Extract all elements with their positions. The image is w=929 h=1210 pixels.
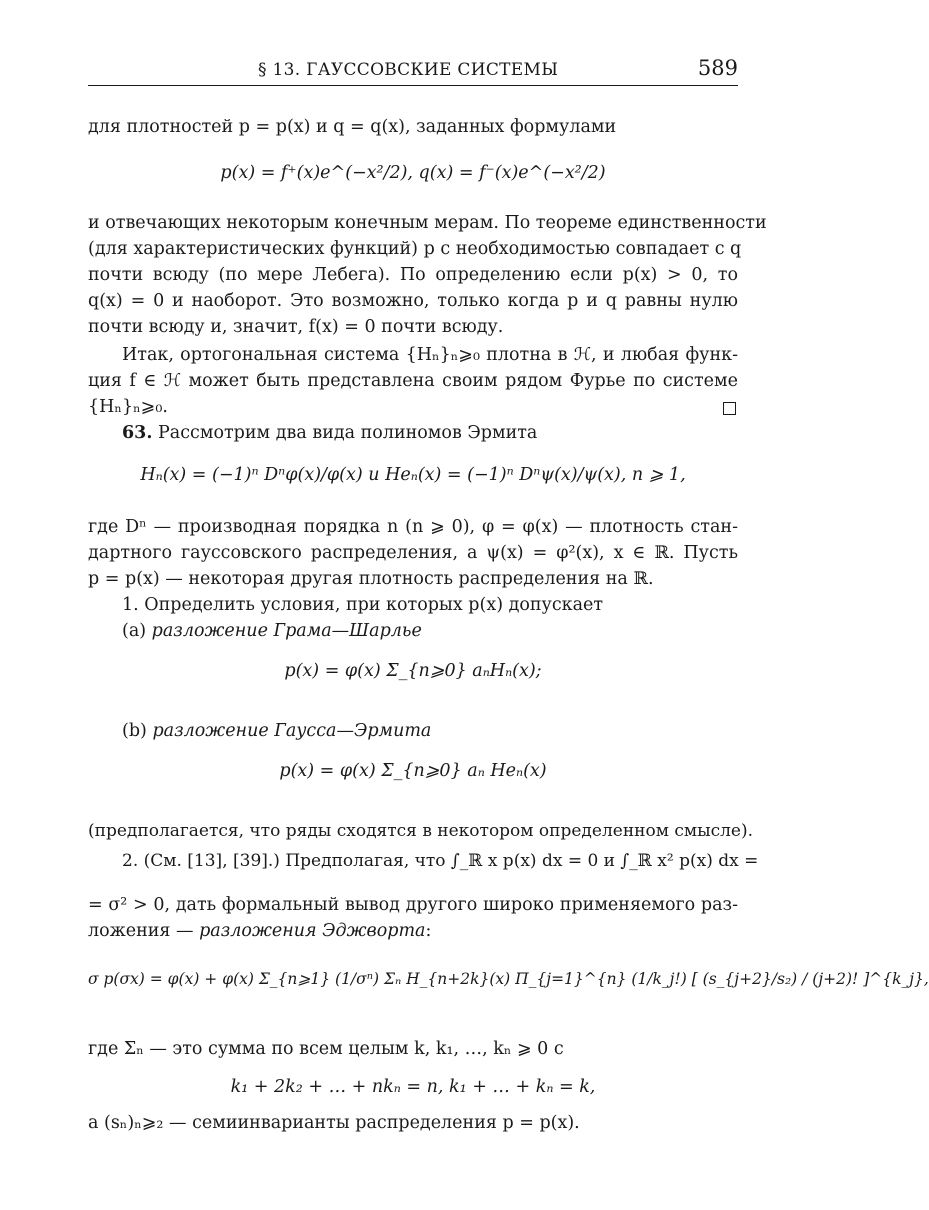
formula-text: p(x) = φ(x) Σ_{n⩾0} aₙHₙ(x);: [284, 661, 542, 681]
formula-text: k₁ + 2k₂ + … + nkₙ = n, k₁ + … + kₙ = k,: [230, 1077, 596, 1097]
text-line: (для характеристических функций) p с необходимостью совпадает с q: [88, 239, 742, 259]
text-fragment: Рассмотрим два вида полиномов Эрмита: [158, 423, 538, 443]
formula-densities: [88, 160, 738, 200]
formula-text: p(x) = f⁺(x)e^(−x²/2), q(x) = f⁻(x)e^(−x²/2): [220, 163, 606, 183]
text-line-with-qed: [88, 394, 738, 420]
text-fragment: {Hₙ}ₙ⩾₀.: [88, 397, 168, 417]
section-title: § 13. ГАУССОВСКИЕ СИСТЕМЫ: [258, 60, 559, 80]
item-b: [88, 718, 738, 744]
text-line: Итак, ортогональная система {Hₙ}ₙ⩾₀ плотна в ℋ, и любая функ-: [122, 345, 738, 365]
book-page: [88, 0, 929, 1210]
text-line: где Dⁿ — производная порядка n (n ⩾ 0), φ = φ(x) — плотность стан-: [88, 517, 738, 537]
formula-text: σ p(σx) = φ(x) + φ(x) Σ_{n⩾1} (1/σⁿ) Σₙ H_{n+2k}(x) Π_{j=1}^{n} (1/k_j!) [ (s_{j+2}/s₂) / (j+2)! ]^{k_j},: [88, 970, 929, 988]
formula-hermite: [88, 462, 738, 502]
text-line: p = p(x) — некоторая другая плотность распределения на ℝ.: [88, 569, 654, 589]
item-title: разложение Гаусса—Эрмита: [152, 721, 432, 741]
text-line: 2. (См. [13], [39].) Предполагая, что ∫_ℝ x p(x) dx = 0 и ∫_ℝ x² p(x) dx =: [122, 851, 759, 871]
text-line: = σ² > 0, дать формальный вывод другого широко применяемого раз-: [88, 895, 738, 915]
text-line: 1. Определить условия, при которых p(x) допускает: [122, 595, 604, 615]
header-rule: [88, 85, 738, 86]
text-line: и отвечающих некоторым конечным мерам. По теореме единственности: [88, 213, 767, 233]
text-line: где Σₙ — это сумма по всем целым k, k₁, …, kₙ ⩾ 0 с: [88, 1039, 564, 1059]
formula-constraints: [88, 1074, 738, 1100]
text-line: почти всюду и, значит, f(x) = 0 почти всюду.: [88, 317, 504, 337]
text-line: для плотностей p = p(x) и q = q(x), заданных формулами: [88, 117, 617, 137]
formula-edgeworth: [88, 966, 929, 1026]
term-edgeworth: разложения Эджворта: [199, 921, 426, 941]
page-number: 589: [697, 56, 738, 80]
text-line: (предполагается, что ряды сходятся в некотором определенном смысле).: [88, 821, 754, 841]
problem-heading: [88, 420, 738, 446]
text-line: дартного гауссовского распределения, а ψ(x) = φ²(x), x ∈ ℝ. Пусть: [88, 543, 738, 563]
item-label: (b): [122, 721, 147, 741]
text-fragment: :: [425, 921, 432, 941]
text-fragment: ложения —: [88, 921, 200, 941]
text-line: а (sₙ)ₙ⩾₂ — семиинварианты распределения p = p(x).: [88, 1113, 580, 1133]
formula-gram-charlier: [88, 658, 738, 698]
formula-gauss-hermite: [88, 758, 738, 798]
formula-text: p(x) = φ(x) Σ_{n⩾0} aₙ Heₙ(x): [279, 761, 547, 781]
qed-square-icon: [723, 402, 736, 415]
item-a: [88, 618, 738, 644]
running-header: [88, 56, 738, 88]
item-label: (a): [122, 621, 147, 641]
formula-text: Hₙ(x) = (−1)ⁿ Dⁿφ(x)/φ(x) и Heₙ(x) = (−1)ⁿ Dⁿψ(x)/ψ(x), n ⩾ 1,: [140, 465, 686, 485]
problem-number: 63.: [122, 423, 153, 443]
text-line: почти всюду (по мере Лебега). По определению если p(x) > 0, то: [88, 265, 738, 285]
item-title: разложение Грама—Шарлье: [151, 621, 422, 641]
text-line: q(x) = 0 и наоборот. Это возможно, только когда p и q равны нулю: [88, 291, 738, 311]
text-line: ция f ∈ ℋ может быть представлена своим рядом Фурье по системе: [88, 371, 738, 391]
text-line: [88, 918, 738, 944]
